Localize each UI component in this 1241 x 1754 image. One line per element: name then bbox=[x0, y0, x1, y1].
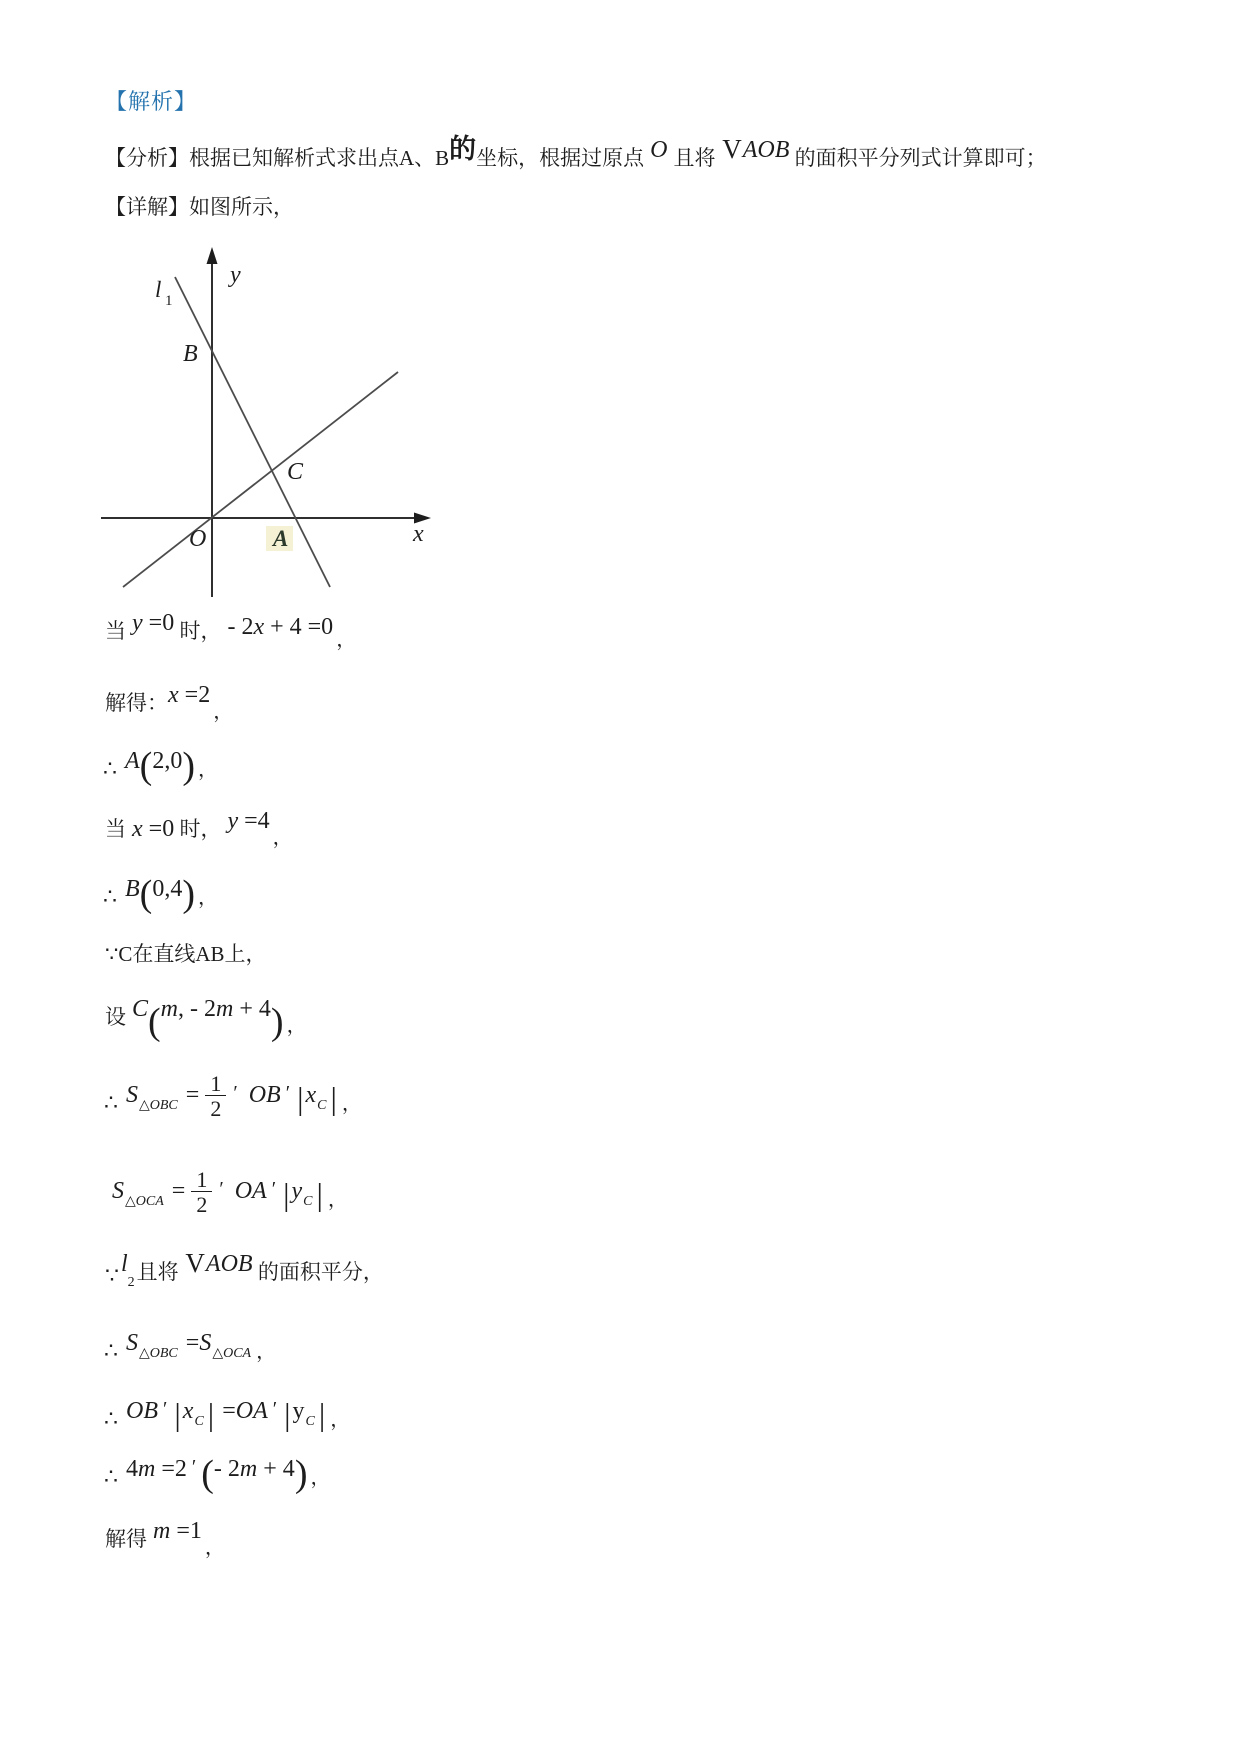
math-token: 且将 bbox=[673, 146, 716, 170]
step-solve-m-equals-1 bbox=[105, 1518, 225, 1559]
step-areas-equal bbox=[104, 1328, 277, 1363]
math-token: ′ bbox=[272, 1398, 278, 1420]
math-token: A bbox=[125, 748, 140, 774]
math-token: C bbox=[305, 1414, 315, 1429]
math-token: =1 bbox=[170, 1518, 202, 1544]
math-token: AOB bbox=[205, 1251, 253, 1277]
math-token: ∴ bbox=[104, 1406, 118, 1431]
fraction: $\frac{1}{2}$ bbox=[191, 1168, 212, 1216]
math-token: | bbox=[207, 1396, 215, 1432]
math-token: C bbox=[194, 1414, 204, 1429]
step-l2-bisects-area bbox=[105, 1248, 384, 1290]
section-header-jiexi: 【解析】 bbox=[105, 89, 198, 114]
step-point-b bbox=[103, 873, 218, 915]
math-token: ′ bbox=[271, 1178, 277, 1201]
math-token: ′ bbox=[219, 1178, 224, 1201]
math-token: 且将 bbox=[136, 1260, 179, 1284]
label-l1-subscript: 1 bbox=[165, 293, 173, 309]
math-token: ( bbox=[139, 873, 153, 915]
math-token: m bbox=[239, 1456, 258, 1482]
math-token: m bbox=[160, 996, 179, 1022]
math-token: AOB bbox=[742, 137, 790, 163]
step-set-point-c bbox=[105, 996, 307, 1043]
math-token: - 2 bbox=[213, 1456, 240, 1482]
line-l2 bbox=[123, 372, 398, 587]
math-token: ∴ bbox=[104, 1464, 118, 1489]
math-token: ， bbox=[330, 1409, 351, 1431]
math-token: m bbox=[138, 1456, 156, 1482]
math-token: 【分析】根据已知解析式求出点A、B bbox=[105, 146, 450, 170]
step-solve-x-equals-2 bbox=[105, 682, 234, 723]
math-token: B bbox=[125, 876, 140, 902]
math-token: △OCA bbox=[212, 1346, 252, 1361]
label-x-axis: x bbox=[413, 521, 424, 547]
math-token: l bbox=[121, 1251, 128, 1277]
math-token: ∴ bbox=[103, 884, 117, 909]
math-token: x bbox=[168, 682, 179, 708]
step-c-on-line-ab bbox=[105, 941, 267, 967]
math-token: x bbox=[305, 1082, 317, 1109]
step-when-x-equals-0 bbox=[105, 808, 293, 849]
math-token: 坐标，根据过原点 bbox=[476, 146, 645, 170]
label-point-C: C bbox=[287, 459, 304, 485]
math-token: 设 bbox=[105, 1005, 126, 1029]
math-token: 时， bbox=[174, 619, 222, 643]
math-token: | bbox=[284, 1396, 291, 1432]
math-token: + 4 =0 bbox=[264, 614, 334, 640]
math-token: x bbox=[126, 816, 143, 842]
math-token: ∴ bbox=[104, 1338, 118, 1363]
math-token: y bbox=[126, 610, 143, 636]
math-token: ， bbox=[272, 827, 293, 849]
math-token: ∴ bbox=[104, 1090, 118, 1116]
math-token: ， bbox=[204, 1537, 225, 1559]
math-token: V bbox=[178, 1248, 205, 1278]
math-token: C bbox=[303, 1194, 313, 1210]
math-token: ， bbox=[327, 1189, 348, 1212]
math-token: 的 bbox=[449, 134, 477, 164]
math-token: | bbox=[318, 1396, 326, 1432]
math-token: ( bbox=[201, 1453, 214, 1495]
math-token: ， bbox=[197, 759, 218, 781]
math-token: ∴ bbox=[103, 756, 117, 781]
step-point-a bbox=[103, 745, 218, 787]
math-token: = bbox=[179, 1330, 200, 1356]
math-token: OB bbox=[242, 1082, 281, 1109]
math-token: ∵C在直线AB上， bbox=[105, 942, 267, 966]
step-area-obc-formula bbox=[104, 1072, 362, 1120]
math-token: OA bbox=[235, 1398, 268, 1424]
math-token: ′ bbox=[163, 1398, 168, 1420]
math-token: y bbox=[221, 808, 239, 834]
math-token: ， bbox=[336, 629, 357, 651]
math-token: OA bbox=[228, 1178, 267, 1205]
math-token: ) bbox=[182, 745, 195, 787]
math-token: ， bbox=[213, 701, 234, 723]
math-token: 2,0 bbox=[152, 748, 183, 774]
math-token: ′ bbox=[285, 1082, 291, 1105]
math-token: C bbox=[317, 1098, 327, 1114]
math-token: △OCA bbox=[125, 1194, 164, 1210]
math-token: =0 bbox=[142, 610, 175, 636]
math-token: 时， bbox=[174, 817, 222, 841]
math-token: △OBC bbox=[139, 1098, 178, 1114]
math-token: y bbox=[291, 1178, 303, 1205]
math-token: ) bbox=[182, 873, 195, 915]
label-point-A: A bbox=[273, 526, 289, 551]
math-token: S bbox=[199, 1330, 212, 1356]
math-token: | bbox=[316, 1176, 323, 1213]
label-point-B: B bbox=[183, 341, 198, 367]
detail-intro-text: 如图所示， bbox=[189, 195, 294, 219]
step-4m-equation bbox=[104, 1453, 331, 1495]
math-token: =0 bbox=[142, 816, 175, 842]
step-ob-oa-equation bbox=[104, 1396, 351, 1432]
math-token: 4 bbox=[126, 1456, 138, 1482]
math-token: m bbox=[216, 996, 234, 1022]
math-token: =2 bbox=[155, 1456, 187, 1482]
math-token: ) bbox=[294, 1453, 308, 1495]
math-token: ， bbox=[341, 1093, 362, 1116]
math-token: V bbox=[715, 134, 742, 164]
detail-intro-line bbox=[105, 194, 294, 220]
math-token: C bbox=[126, 996, 149, 1022]
math-token: | bbox=[283, 1176, 290, 1213]
math-token: ) bbox=[270, 1001, 284, 1043]
math-token: ′ bbox=[191, 1456, 197, 1478]
math-token: ， bbox=[310, 1467, 331, 1489]
math-token: - 2 bbox=[221, 614, 254, 640]
math-token: , - 2 bbox=[178, 996, 217, 1022]
math-token: =2 bbox=[178, 682, 211, 708]
math-token: | bbox=[330, 1080, 337, 1117]
y-axis-arrow-icon bbox=[207, 247, 218, 264]
math-token: ， bbox=[197, 887, 218, 909]
math-token: 的面积平分， bbox=[252, 1260, 384, 1284]
math-token: 0,4 bbox=[152, 876, 183, 902]
step-when-y-equals-0 bbox=[105, 610, 357, 651]
math-token: 当 bbox=[105, 817, 126, 841]
math-token: ( bbox=[148, 1001, 161, 1043]
math-token: O bbox=[644, 137, 674, 163]
math-token: m bbox=[147, 1518, 171, 1544]
math-token: x bbox=[253, 614, 265, 640]
math-token: 解得： bbox=[105, 691, 168, 715]
math-token: = bbox=[165, 1178, 186, 1205]
math-token: | bbox=[174, 1396, 181, 1432]
label-origin-O: O bbox=[189, 526, 207, 552]
label-y-axis: y bbox=[230, 262, 241, 288]
math-token: OB bbox=[126, 1398, 158, 1424]
fraction: $\frac{1}{2}$ bbox=[205, 1072, 226, 1120]
math-token: | bbox=[297, 1080, 304, 1117]
math-token: ′ bbox=[233, 1082, 238, 1105]
step-area-oca-formula bbox=[112, 1168, 348, 1216]
math-token: y bbox=[292, 1398, 305, 1424]
math-token: = bbox=[179, 1082, 200, 1109]
math-token: 的面积平分列式计算即可； bbox=[789, 146, 1047, 170]
math-token: ， bbox=[256, 1341, 277, 1363]
math-token: ( bbox=[139, 745, 153, 787]
math-token: + 4 bbox=[257, 1456, 295, 1482]
math-token: 2 bbox=[127, 1275, 135, 1290]
math-token: x bbox=[182, 1398, 194, 1424]
label-l1: l bbox=[155, 277, 162, 302]
math-token: △OBC bbox=[139, 1346, 178, 1361]
math-token: ， bbox=[286, 1015, 307, 1037]
math-token: 当 bbox=[105, 619, 126, 643]
math-token: ∵ bbox=[105, 1263, 119, 1288]
math-token: S bbox=[112, 1178, 124, 1205]
math-token: 解得 bbox=[105, 1527, 147, 1551]
analysis-paragraph bbox=[105, 134, 1047, 174]
math-token: S bbox=[126, 1330, 138, 1356]
math-token: + 4 bbox=[233, 996, 271, 1022]
math-token: =4 bbox=[238, 808, 270, 834]
coordinate-figure bbox=[95, 245, 435, 605]
math-token: S bbox=[126, 1082, 138, 1109]
math-token: = bbox=[216, 1398, 236, 1424]
detail-label: 【详解】 bbox=[105, 195, 189, 219]
